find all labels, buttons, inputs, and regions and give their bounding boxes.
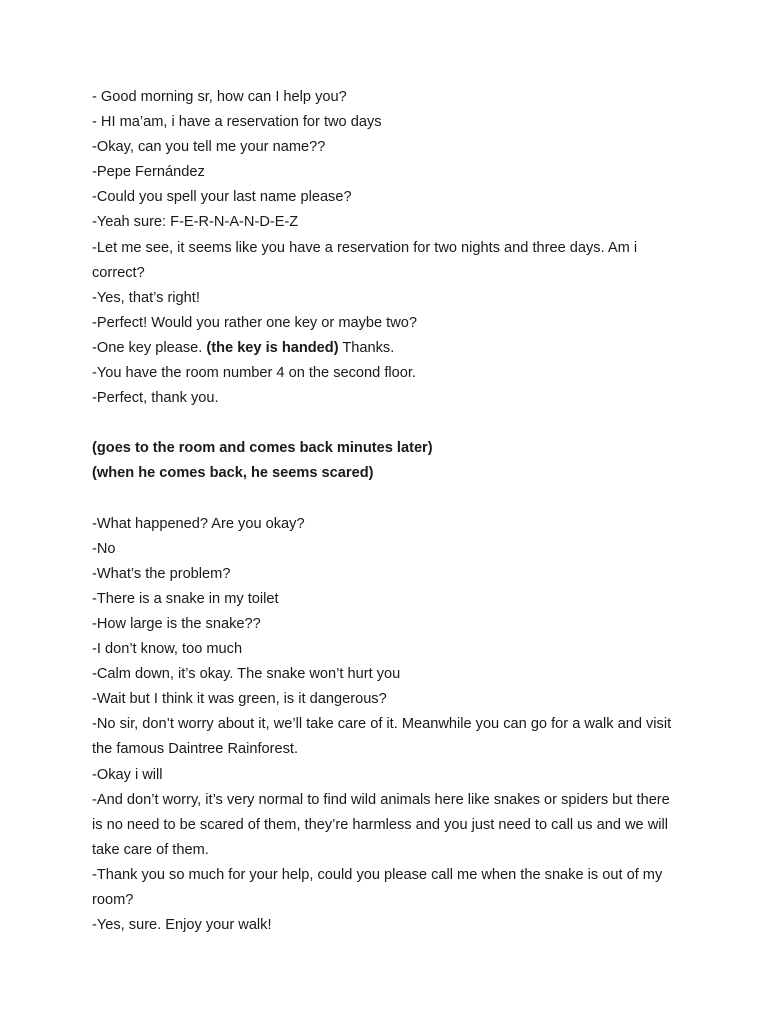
- dialogue-line: -Okay i will: [92, 766, 163, 783]
- dialogue-line: -What’s the problem?: [92, 565, 231, 582]
- paragraph-spacer: [92, 487, 682, 512]
- dialogue-line: -Yes, that’s right!: [92, 289, 200, 306]
- dialogue-line: -No: [92, 540, 116, 557]
- stage-direction: (when he comes back, he seems scared): [92, 465, 374, 482]
- key-line-after: Thanks.: [338, 339, 395, 356]
- dialogue-line: -And don’t worry, it’s very normal to find wild animals here like snakes or spiders but there is no need to be scared of them, they’re harmless and you just need to call us and we will take care of them.: [92, 791, 670, 858]
- stage-direction: (goes to the room and comes back minutes later): [92, 440, 433, 457]
- dialogue-line: -Okay, can you tell me your name??: [92, 139, 326, 156]
- key-line-stage-direction: (the key is handed): [206, 339, 339, 356]
- dialogue-line: -Calm down, it’s okay. The snake won’t hurt you: [92, 666, 401, 683]
- paragraph-spacer: [92, 411, 682, 436]
- dialogue-line: -Yeah sure: F-E-R-N-A-N-D-E-Z: [92, 214, 299, 231]
- dialogue-line-key: [92, 336, 682, 361]
- dialogue-line: -There is a snake in my toilet: [92, 590, 279, 607]
- dialogue-line: -What happened? Are you okay?: [92, 515, 305, 532]
- dialogue-line: -Thank you so much for your help, could you please call me when the snake is out of my room?: [92, 866, 663, 908]
- dialogue-line: - HI ma’am, i have a reservation for two days: [92, 114, 382, 131]
- dialogue-line: -No sir, don’t worry about it, we’ll take care of it. Meanwhile you can go for a walk and visit the famous Daintree Rainforest.: [92, 716, 672, 758]
- key-line-before: -One key please.: [92, 339, 207, 356]
- dialogue-line: -Perfect! Would you rather one key or maybe two?: [92, 314, 418, 331]
- dialogue-line: - Good morning sr, how can I help you?: [92, 89, 347, 105]
- dialogue-line: -Yes, sure. Enjoy your walk!: [92, 917, 272, 934]
- document-page: [92, 85, 682, 938]
- dialogue-line: -How large is the snake??: [92, 615, 261, 632]
- dialogue-line: -Perfect, thank you.: [92, 390, 219, 407]
- dialogue-line: -Pepe Fernández: [92, 164, 205, 181]
- dialogue-line: -Let me see, it seems like you have a reservation for two nights and three days. Am i correct?: [92, 239, 638, 281]
- dialogue-line: -You have the room number 4 on the second floor.: [92, 365, 416, 382]
- dialogue-line: -Wait but I think it was green, is it dangerous?: [92, 691, 387, 708]
- dialogue-line: -Could you spell your last name please?: [92, 189, 352, 206]
- dialogue-line: -I don’t know, too much: [92, 641, 243, 658]
